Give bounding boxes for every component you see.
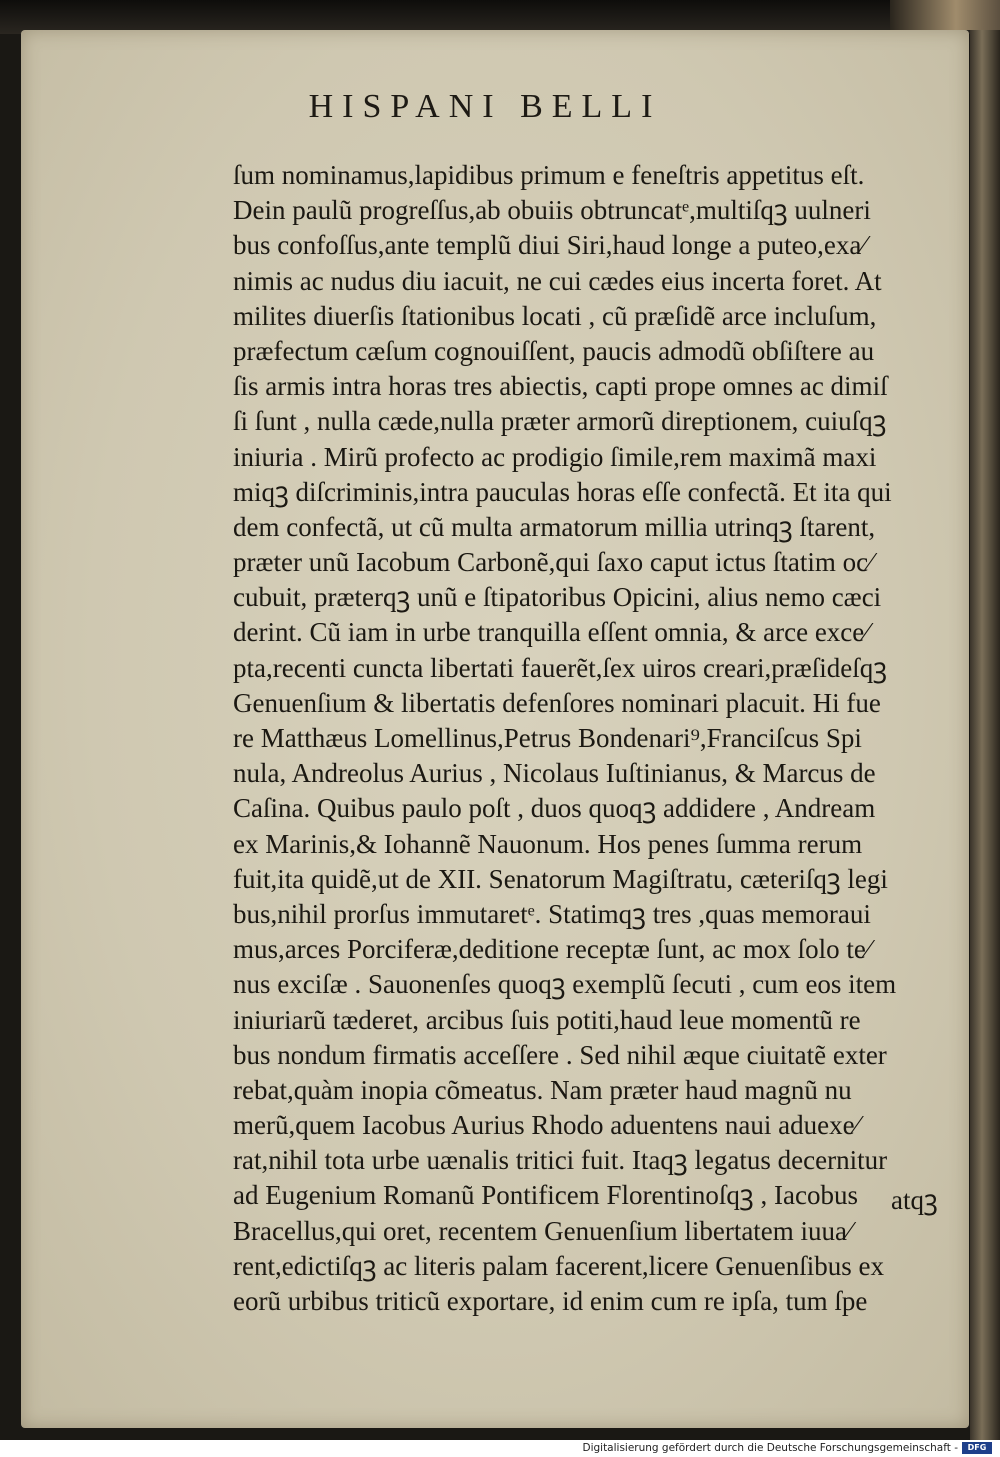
text-line: derint. Cũ iam in urbe tranquilla eſſent omnia, & arce exce⁄	[233, 617, 869, 648]
text-line: ex Marinis,& Iohannẽ Nauonum. Hos penes ſumma rerum	[233, 828, 863, 859]
text-line: miqꝫ diſcriminis,intra pauculas horas eſſe confectã. Et ita qui	[233, 476, 892, 507]
text-line: Bracellus,qui oret, recentem Genuenſium libertatem iuua⁄	[233, 1215, 852, 1246]
text-line: ad Eugenium Romanũ Pontificem Florentinoſqꝫ , Iacobus	[233, 1180, 858, 1211]
text-line: bus,nihil prorſus immutaretᵉ. Statimqꝫ tres ,quas memoraui	[233, 898, 871, 929]
text-line: præfectum cæſum cognouiſſent, paucis admodũ obſiſtere au	[233, 335, 875, 366]
text-line: nula, Andreolus Aurius , Nicolaus Iuſtinianus, & Marcus de	[233, 758, 876, 789]
text-line: re Matthæus Lomellinus,Petrus Bondenari⁹,Franciſcus Spi	[233, 723, 862, 753]
text-line: rebat,quàm inopia cõmeatus. Nam præter haud magnũ nu	[233, 1074, 852, 1105]
text-line: ſi ſunt , nulla cæde,nulla præter armorũ direptionem, cuiuſqꝫ	[233, 406, 887, 437]
catchword: atqꝫ	[891, 1185, 938, 1215]
funding-credit: Digitalisierung gefördert durch die Deutsche Forschungsgemeinschaft -	[582, 1442, 958, 1454]
scan-edge-top	[0, 0, 1000, 34]
text-line: iniuriarũ tæderet, arcibus ſuis potiti,haud leue momentũ re	[233, 1004, 861, 1035]
text-line: rat,nihil tota urbe uænalis tritici fuit. Itaqꝫ legatus decernitur	[233, 1145, 888, 1176]
text-line: mus,arces Porciferæ,deditione receptæ ſunt, ac mox ſolo te⁄	[233, 934, 871, 965]
text-line: Dein paulũ progreſſus,ab obuiis obtruncatᵉ,multiſqꝫ uulneri	[233, 195, 871, 226]
text-line: ſum nominamus,lapidibus primum e feneſtris appetitus eſt.	[233, 160, 865, 190]
book-page	[21, 30, 969, 1428]
footer-bar	[0, 1440, 1000, 1457]
body-text	[233, 158, 933, 1319]
text-line: milites diuerſis ſtationibus locati , cũ præſidẽ arce incluſum,	[233, 300, 877, 331]
book-corner	[890, 0, 1000, 30]
text-line: eorũ urbibus triticũ exportare, id enim cum re ipſa, tum ſpe	[233, 1286, 868, 1316]
text-line: præter unũ Iacobum Carbonẽ,qui ſaxo caput ictus ſtatim oc⁄	[233, 547, 873, 578]
text-line: Caſina. Quibus paulo poſt , duos quoqꝫ addidere , Andream	[233, 793, 876, 824]
text-line: ſis armis intra horas tres abiectis, capti prope omnes ac dimiſ	[233, 371, 888, 402]
text-line: iniuria . Mirũ profecto ac prodigio ſimile,rem maximã maxi	[233, 441, 877, 472]
text-line: nimis ac nudus diu iacuit, ne cui cædes eius incerta foret. At	[233, 265, 882, 296]
text-line: bus nondum firmatis acceſſere . Sed nihil æque ciuitatẽ exter	[233, 1039, 887, 1070]
text-line: Genuenſium & libertatis defenſores nominari placuit. Hi fue	[233, 687, 881, 718]
text-line: nus exciſæ . Sauonenſes quoqꝫ exemplũ ſecuti , cum eos item	[233, 969, 897, 1000]
text-line: fuit,ita quidẽ,ut de XII. Senatorum Magiſtratu, cæteriſqꝫ legi	[233, 863, 888, 894]
text-line: bus confoſſus,ante templũ diui Siri,haud longe a puteo,exa⁄	[233, 230, 866, 261]
text-line: dem confectã, ut cũ multa armatorum millia utrinqꝫ ſtarent,	[233, 511, 876, 542]
text-line: merũ,quem Iacobus Aurius Rhodo aduentens naui aduexe⁄	[233, 1110, 860, 1141]
dfg-logo: DFG	[962, 1442, 992, 1454]
text-line: rent,edictiſqꝫ ac literis palam facerent,licere Genuenſibus ex	[233, 1250, 884, 1281]
book-edge-right	[970, 0, 1000, 1440]
running-head: HISPANI BELLI	[308, 88, 662, 125]
text-line: cubuit, præterqꝫ unũ e ſtipatoribus Opicini, alius nemo cæci	[233, 582, 882, 613]
text-line: pta,recenti cuncta libertati fauerẽt,ſex uiros creari,præſideſqꝫ	[233, 652, 887, 683]
